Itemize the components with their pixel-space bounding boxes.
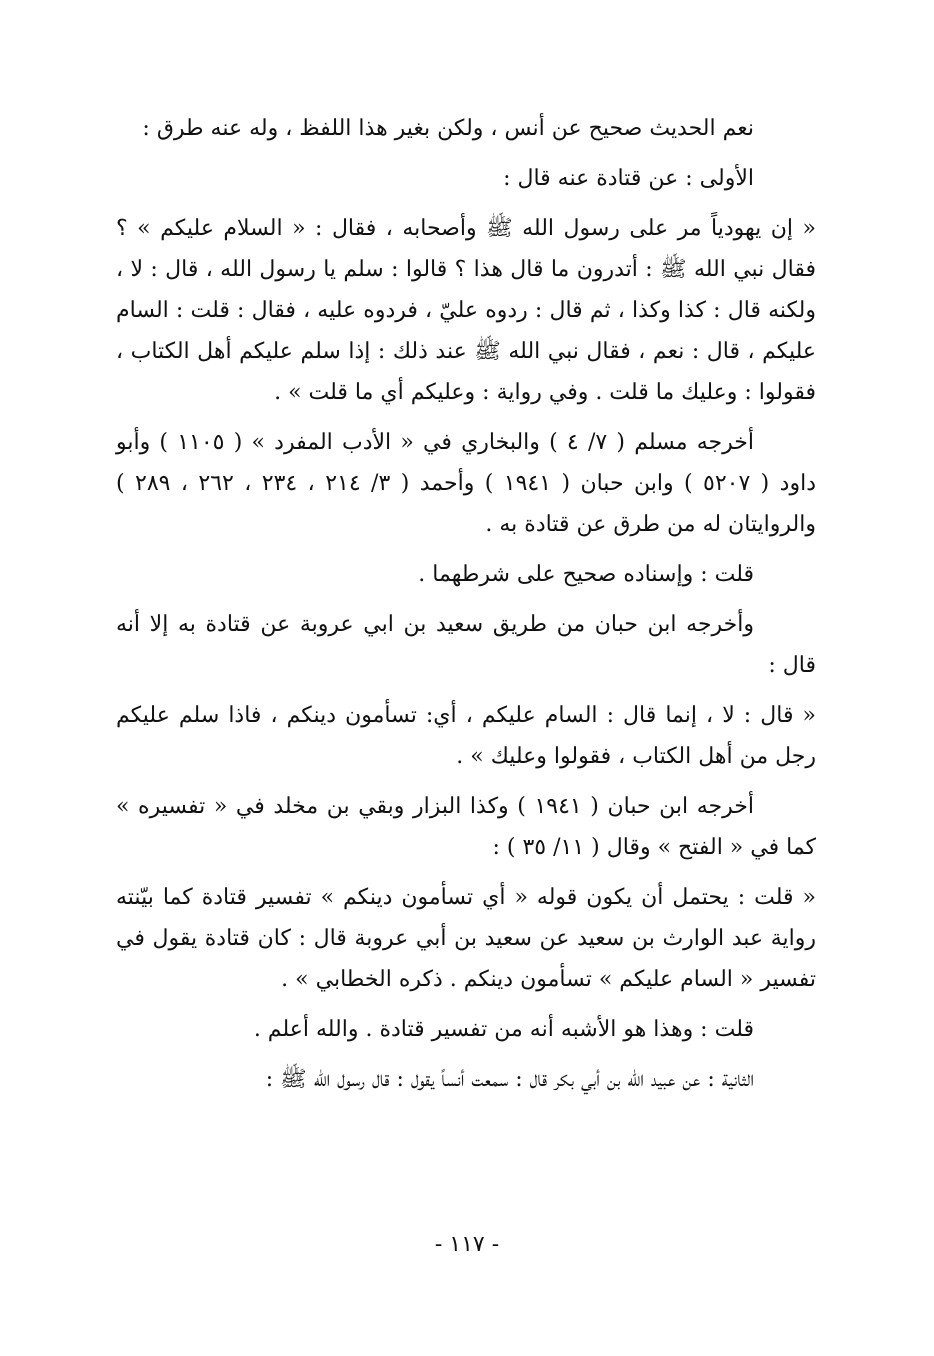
paragraph-first-route: الأولى : عن قتادة عنه قال : <box>503 166 754 191</box>
hadith-quote-first: « إن يهودياً مر على رسول الله ﷺ وأصحابه ، فقال : « السلام عليكم » ؟ فقال نبي الله ﷺ : أتدرون ما قال هذا ؟ قالوا : سلم يا رسول الله ، قال : لا ، ولكنه قال : كذا وكذا ، ثم قال : ردوه عليّ ، فردوه عليه ، فقال : قلت : السام عليكم ، قال : نعم ، فقال نبي الله ﷺ عند ذلك : إذا سلم عليكم أهل الكتاب ، فقولوا : وعليك ما قلت . وفي رواية : وعليكم أي ما قلت » . <box>116 216 816 405</box>
document-page <box>116 108 816 1109</box>
paragraph-intro: نعم الحديث صحيح عن أنس ، ولكن بغير هذا اللفظ ، وله عنه طرق : <box>142 116 754 141</box>
page-number: - ١١٧ - <box>434 1232 500 1257</box>
quote-fath: « قلت : يحتمل أن يكون قوله « أي تسأمون دينكم » تفسير قتادة كما بيّنته رواية عبد الوارث بن سعيد عن سعيد بن أبي عروبة قال : كان قتادة يقول في تفسير « السام عليكم » تسأمون دينكم . ذكره الخطابي » . <box>116 885 816 992</box>
hadith-quote-second: « قال : لا ، إنما قال : السام عليكم ، أي: تسأمون دينكم ، فاذا سلم عليكم رجل من أهل الكتاب ، فقولوا وعليك » . <box>116 703 816 769</box>
paragraph-second-route: الثانية : عن عبيد الله بن أبي بكر قال : سمعت أنساً يقول : قال رسول الله ﷺ : <box>265 1067 754 1092</box>
comment-qatada: قلت : وهذا هو الأشبه أنه من تفسير قتادة . والله أعلم . <box>253 1017 754 1042</box>
comment-isnad: قلت : وإسناده صحيح على شرطهما . <box>418 562 754 587</box>
citation-first: أخرجه مسلم ( ٧/ ٤ ) والبخاري في « الأدب المفرد » ( ١١٠٥ ) وأبو داود ( ٥٢٠٧ ) وابن حبان ( ١٩٤١ ) وأحمد ( ٣/ ٢١٤ ، ٢٣٤ ، ٢٦٢ ، ٢٨٩ ) والروايتان له من طرق عن قتادة به . <box>116 430 817 537</box>
paragraph-ibn-hibban: وأخرجه ابن حبان من طريق سعيد بن ابي عروبة عن قتادة به إلا أنه قال : <box>116 612 816 678</box>
citation-second: أخرجه ابن حبان ( ١٩٤١ ) وكذا البزار وبقي بن مخلد في « تفسيره » كما في « الفتح » وقال ( ١١/ ٣٥ ) : <box>116 794 816 860</box>
